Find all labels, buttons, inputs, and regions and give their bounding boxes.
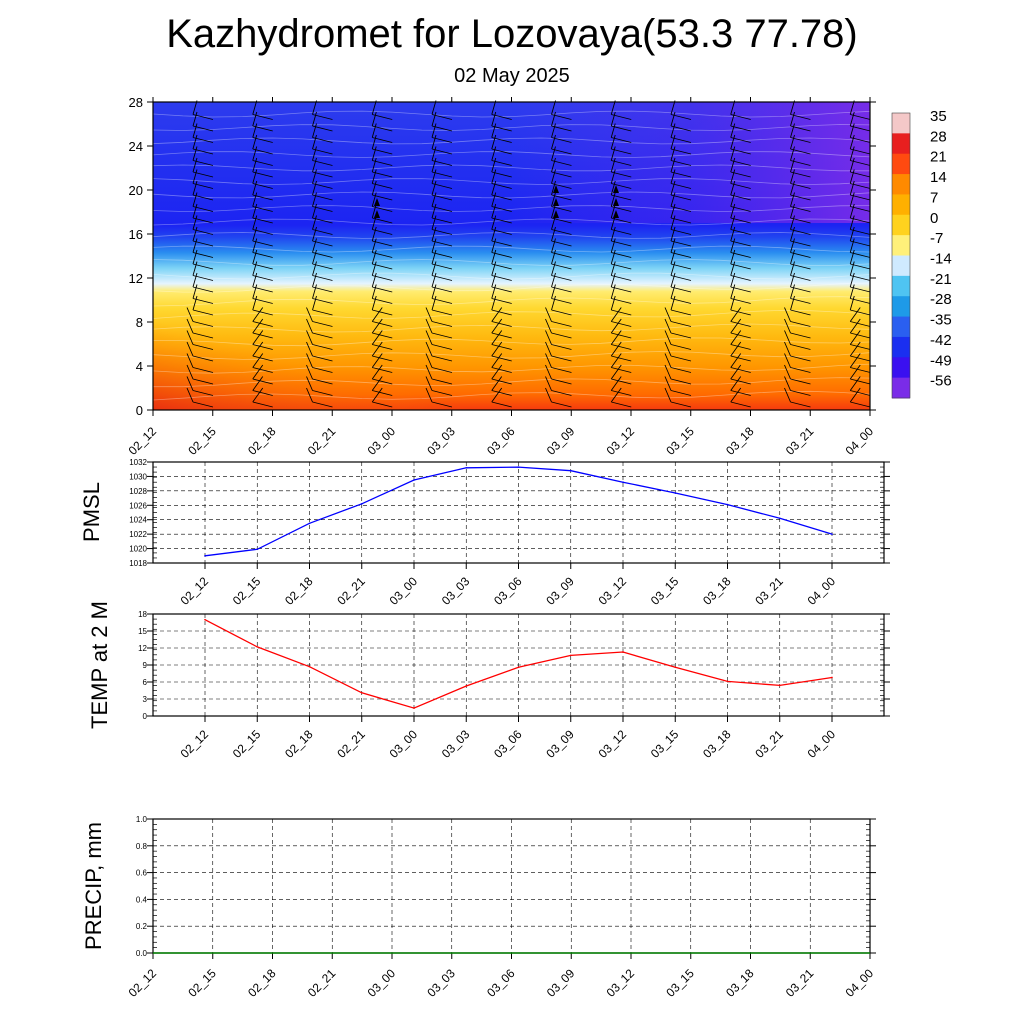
series-point <box>256 646 258 648</box>
y-tick-label: 0.0 <box>135 949 147 958</box>
series-point <box>256 548 258 550</box>
x-tick-label: 03_00 <box>364 424 399 458</box>
colorbar-label: 7 <box>930 189 939 207</box>
y-tick-label: 4 <box>135 359 143 374</box>
colorbar-swatch <box>892 174 910 195</box>
colorbar-swatch <box>892 215 910 236</box>
x-tick-label: 03_15 <box>647 574 682 608</box>
x-tick-label: 03_18 <box>700 574 734 608</box>
colorbar-swatch <box>892 317 910 338</box>
x-tick-label: 02_21 <box>304 966 339 1000</box>
x-tick-label: 03_00 <box>386 574 421 608</box>
x-tick-label: 02_18 <box>245 424 279 458</box>
y-tick-label: 12 <box>138 644 147 653</box>
x-tick-label: 03_18 <box>723 424 757 458</box>
y-tick-label: 0 <box>135 403 143 418</box>
series-point <box>570 470 572 472</box>
series-point <box>779 517 781 519</box>
colorbar-label: -7 <box>930 230 944 248</box>
warm-surface-layer <box>153 322 547 410</box>
y-axis-label: PMSL <box>79 482 104 542</box>
colorbar-swatch <box>892 276 910 297</box>
x-tick-label: 03_09 <box>543 574 577 608</box>
series-point <box>674 666 676 668</box>
y-tick-label: 28 <box>128 95 143 110</box>
x-tick-label: 03_18 <box>723 966 757 1000</box>
y-tick-label: 8 <box>135 315 143 330</box>
y-tick-label: 1026 <box>129 501 147 511</box>
series-point <box>727 681 729 683</box>
x-tick-label: 04_00 <box>804 727 839 761</box>
colorbar-swatch <box>892 113 910 134</box>
x-tick-label: 02_15 <box>229 727 264 761</box>
x-tick-label: 03_12 <box>595 574 630 608</box>
y-tick-label: 20 <box>128 183 143 198</box>
colorbar-label: 0 <box>930 209 939 227</box>
x-tick-label: 03_03 <box>424 966 458 1000</box>
colorbar-swatch <box>892 133 910 154</box>
x-tick-label: 03_06 <box>491 574 525 608</box>
cold-air-region <box>512 102 871 223</box>
x-tick-label: 03_21 <box>782 424 817 458</box>
x-tick-label: 03_09 <box>543 727 577 761</box>
x-tick-label: 04_00 <box>842 966 877 1000</box>
series-point <box>309 666 311 668</box>
series-point <box>309 523 311 525</box>
series-point <box>831 533 833 535</box>
series-point <box>361 503 363 505</box>
y-tick-label: 1022 <box>129 530 147 540</box>
cross-section-plot <box>126 95 952 458</box>
pmsl-panel <box>79 458 890 608</box>
x-tick-label: 03_15 <box>663 966 697 1000</box>
x-tick-label: 02_18 <box>282 574 316 608</box>
colorbar-label: -35 <box>930 311 952 329</box>
colorbar-swatch <box>892 296 910 317</box>
y-tick-label: 1.0 <box>135 815 147 824</box>
x-tick-label: 03_00 <box>364 966 399 1000</box>
y-axis-label: PRECIP, mm <box>81 822 106 950</box>
x-tick-label: 02_21 <box>304 424 339 458</box>
x-tick-label: 03_21 <box>782 966 817 1000</box>
x-tick-label: 02_21 <box>334 727 368 761</box>
x-tick-label: 03_00 <box>386 727 421 761</box>
x-tick-label: 03_06 <box>484 966 518 1000</box>
x-tick-label: 04_00 <box>842 424 877 458</box>
precipitation-panel <box>81 815 876 1000</box>
x-tick-label: 03_06 <box>484 424 518 458</box>
y-tick-label: 12 <box>128 271 143 286</box>
y-tick-label: 16 <box>128 227 143 242</box>
y-tick-label: 0.6 <box>135 868 147 878</box>
x-tick-label: 03_06 <box>491 727 525 761</box>
colorbar-label: 35 <box>930 108 947 125</box>
colorbar-label: -14 <box>930 250 952 268</box>
x-tick-label: 02_15 <box>185 966 219 1000</box>
series-point <box>622 651 624 653</box>
x-tick-label: 02_21 <box>334 574 368 608</box>
y-axis-label: TEMP at 2 M <box>87 601 112 729</box>
x-tick-label: 02_18 <box>282 727 316 761</box>
x-tick-label: 02_15 <box>185 424 219 458</box>
y-tick-label: 0 <box>142 712 147 721</box>
series-point <box>361 692 363 694</box>
x-tick-label: 03_09 <box>543 424 578 458</box>
y-tick-label: 0.8 <box>135 841 147 851</box>
series-point <box>465 467 467 469</box>
x-tick-label: 02_15 <box>229 574 264 608</box>
y-tick-label: 1028 <box>129 486 147 496</box>
series-point <box>831 677 833 679</box>
x-tick-label: 03_18 <box>700 727 734 761</box>
colorbar-swatch <box>892 378 910 399</box>
x-tick-label: 03_03 <box>424 424 458 458</box>
y-tick-label: 1024 <box>129 515 147 525</box>
y-tick-label: 24 <box>128 139 143 154</box>
series-point <box>622 481 624 483</box>
colorbar-swatch <box>892 256 910 277</box>
x-tick-label: 02_12 <box>177 727 212 761</box>
x-tick-label: 03_12 <box>603 424 638 458</box>
y-tick-label: 1030 <box>129 472 147 482</box>
colorbar-swatch <box>892 194 910 215</box>
colorbar-label: -42 <box>930 331 952 349</box>
series-point <box>518 666 520 668</box>
y-tick-label: 1020 <box>129 544 147 554</box>
x-tick-label: 03_15 <box>647 727 682 761</box>
page-subtitle: 02 May 2025 <box>454 65 570 87</box>
series-point <box>204 619 206 621</box>
x-tick-label: 03_12 <box>595 727 630 761</box>
colorbar-swatch <box>892 235 910 256</box>
y-tick-label: 3 <box>142 695 147 704</box>
y-tick-label: 0.4 <box>135 895 147 905</box>
y-tick-label: 6 <box>142 678 147 687</box>
x-tick-label: 02_12 <box>125 966 160 1000</box>
x-tick-label: 02_12 <box>125 424 160 458</box>
colorbar-label: -21 <box>930 270 952 288</box>
y-tick-label: 15 <box>138 627 147 636</box>
series-point <box>413 479 415 481</box>
series-point <box>465 685 467 687</box>
y-tick-label: 1032 <box>129 458 147 467</box>
x-tick-label: 03_12 <box>603 966 638 1000</box>
x-tick-label: 04_00 <box>804 574 839 608</box>
x-tick-label: 03_15 <box>663 424 697 458</box>
colorbar-swatch <box>892 337 910 358</box>
x-tick-label: 03_21 <box>752 574 786 608</box>
temperature-panel <box>87 601 890 761</box>
colorbar-swatch <box>892 154 910 175</box>
series-point <box>570 655 572 657</box>
colorbar-swatch <box>892 357 910 378</box>
y-tick-label: 0.2 <box>135 922 147 932</box>
series-point <box>518 466 520 468</box>
x-tick-label: 03_09 <box>543 966 578 1000</box>
series-point <box>204 555 206 557</box>
series-point <box>674 492 676 494</box>
x-tick-label: 02_12 <box>177 574 212 608</box>
colorbar-label: 14 <box>930 169 947 187</box>
colorbar-label: -49 <box>930 352 952 370</box>
page-title: Kazhydromet for Lozovaya(53.3 77.78) <box>166 12 858 56</box>
series-point <box>779 685 781 687</box>
x-tick-label: 03_03 <box>438 574 473 608</box>
colorbar-label: 21 <box>930 148 947 166</box>
x-tick-label: 03_03 <box>438 727 473 761</box>
series-point <box>727 504 729 506</box>
y-tick-label: 1018 <box>129 559 147 568</box>
x-tick-label: 03_21 <box>752 727 786 761</box>
x-tick-label: 02_18 <box>245 966 279 1000</box>
y-tick-label: 9 <box>142 661 147 670</box>
colorbar-label: 28 <box>930 128 947 146</box>
series-point <box>413 707 415 709</box>
colorbar-label: -56 <box>930 372 952 390</box>
colorbar-label: -28 <box>930 291 952 309</box>
y-tick-label: 18 <box>138 610 147 619</box>
